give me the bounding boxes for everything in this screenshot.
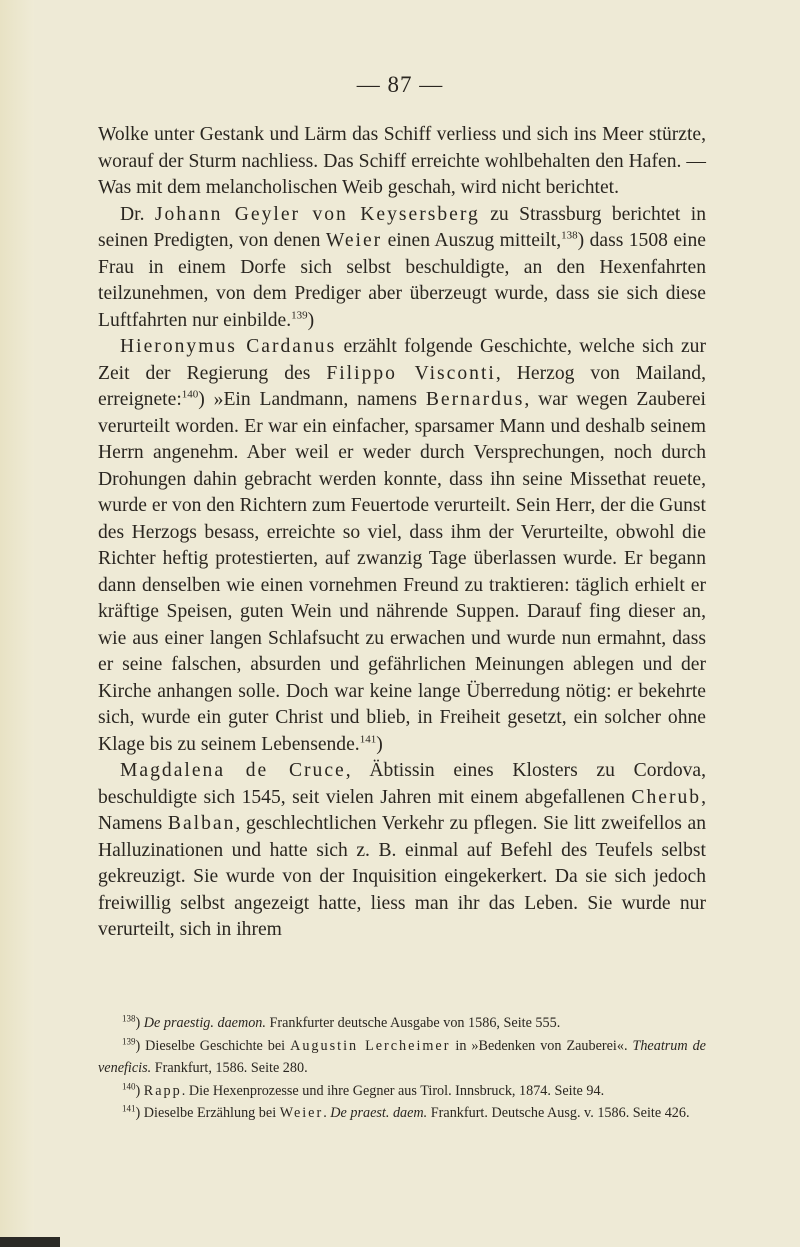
text-run: , Namens xyxy=(98,786,706,834)
footnote xyxy=(98,1080,706,1103)
paragraph xyxy=(98,202,706,335)
text-run: Wolke unter Gestank und Lärm das Schiff verliess und sich ins Meer stürzte, worauf der Sturm nachliess. Das Schiff erreichte wohlbehalten den Hafen. — Was mit dem melancholischen Weib geschah, wird nicht berichtet. xyxy=(98,124,706,198)
spaced-name: Augustin Lercheimer xyxy=(290,1037,451,1054)
spaced-name: Magdalena de Cruce xyxy=(120,760,346,781)
text-run: ) xyxy=(376,733,383,755)
text-run: ) dass 1508 eine Frau in einem Dorfe sich selbst beschuldigte, an den Hexenfahrten teilzunehmen, von dem Prediger aber überzeugt wurde, dass sie sich diese Luftfahrten nur einbilde. xyxy=(98,230,706,331)
text-run: Frankfurt. Deutsche Ausg. v. 1586. Seite 426. xyxy=(427,1105,690,1121)
text-run: , Herzog von Mailand, erreignete: xyxy=(98,362,707,410)
text-run: zu Strassburg berichtet in seinen Predigten, von denen xyxy=(98,203,706,251)
text-run: , Äbtissin eines Klosters zu Cordova, beschuldigte sich 1545, seit vielen Jahren mit einem abgefallenen xyxy=(98,760,707,808)
footnotes xyxy=(98,1012,706,1125)
footnote-marker: 139 xyxy=(291,308,308,321)
footnote-marker: 138 xyxy=(561,229,578,242)
text-run: erzählt folgende Geschichte, welche sich zur Zeit der Regierung des xyxy=(98,336,706,384)
text-run: ) Dieselbe Geschichte bei xyxy=(135,1037,291,1054)
italic-title: De praest. daem. xyxy=(330,1105,428,1121)
footnote-marker: 141 xyxy=(122,1103,136,1114)
text-run: . xyxy=(323,1105,331,1121)
footnote-marker: 141 xyxy=(359,732,377,745)
text-run: ) Dieselbe Erzählung bei xyxy=(135,1105,280,1121)
main-text xyxy=(98,122,706,944)
spaced-name: Weier xyxy=(325,230,383,251)
text-run: Frankfurt, 1586. Seite 280. xyxy=(151,1060,308,1076)
paragraph xyxy=(98,122,706,202)
text-run: Frankfurter deutsche Ausgabe von 1586, Seite 555. xyxy=(265,1015,561,1031)
spaced-name: Rapp xyxy=(143,1082,182,1099)
spaced-name: Johann Geyler von Keysersberg xyxy=(154,203,480,225)
footnote-marker: 140 xyxy=(122,1080,136,1091)
page-number: — 87 — xyxy=(356,72,444,97)
spaced-name: Filippo Visconti xyxy=(326,362,496,384)
footnote-marker: 139 xyxy=(122,1035,136,1046)
text-run: einen Auszug mitteilt, xyxy=(382,230,562,251)
page-edge-shadow xyxy=(0,1237,60,1247)
spaced-name: Balban xyxy=(167,813,236,834)
text-run: , war wegen Zauberei verurteilt worden. Er war ein einfacher, sparsamer Mann und deshalb seinem Herrn angenehm. Aber weil er weder durch Versprechungen, noch durch Drohungen dahin gebracht werden konnte, dass ihn seine Missethat reuete, wurde er von den Richtern zum Feuertode verurteilt. Sein Herr, der die Gunst des Herzogs besass, erreichte so viel, dass ihm der Verurteilte, obwohl die Richter heftig protestierten, auf zwanzig Tage überlassen wurde. Er begann dann denselben wie einen vornehmen Freund zu traktieren: täglich erhielt er kräftige Speisen, guten Wein und nährende Suppen. Darauf fing dieser an, wie aus einer langen Schlafsucht zu erwachen und wurde nun ermahnt, dass er seine falschen, absurden und gefährlichen Meinungen ablegen und der Kirche anhangen solle. Doch war keine lange Überredung nötig: er bekehrte sich, wurde ein guter Christ und blieb, in Freiheit gesetzt, ein solcher ohne Klage bis zu seinem Lebensende. xyxy=(98,389,706,755)
text-run: ) xyxy=(307,309,315,331)
spaced-name: Weier xyxy=(279,1105,324,1121)
footnote xyxy=(98,1102,706,1125)
text-run: ) xyxy=(135,1015,144,1031)
paragraph xyxy=(98,758,706,944)
text-run: Dr. xyxy=(120,203,155,225)
footnote xyxy=(98,1012,706,1035)
paragraph xyxy=(98,334,706,758)
spaced-name: Hieronymus Cardanus xyxy=(120,336,337,357)
spaced-name: Bernardus xyxy=(425,389,525,410)
italic-title: De praestig. daemon. xyxy=(143,1015,266,1031)
text-run: ) »Ein Landmann, namens xyxy=(198,389,426,410)
text-run: , geschlechtlichen Verkehr zu pflegen. Sie litt zweifellos an Halluzinationen und hatte sich z. B. einmal auf Befehl des Teufels selbst gekreuzigt. Sie wurde von der Inquisition eingekerkert. Da sie sich jedoch freiwillig selbst angezeigt hatte, liess man ihr das Leben. Sie wurde nur verurteilt, sich in ihrem xyxy=(98,813,707,940)
text-run: ) xyxy=(135,1082,144,1099)
footnote xyxy=(98,1035,706,1080)
footnote-marker: 138 xyxy=(122,1013,136,1024)
footnote-marker: 140 xyxy=(181,388,199,401)
italic-title: Theatrum de veneficis. xyxy=(98,1037,706,1076)
spaced-name: Cherub xyxy=(631,786,702,808)
text-run: in »Bedenken von Zauberei«. xyxy=(450,1037,633,1054)
text-run: . Die Hexenprozesse und ihre Gegner aus Tirol. Innsbruck, 1874. Seite 94. xyxy=(181,1082,605,1099)
page-edge xyxy=(0,0,34,1247)
